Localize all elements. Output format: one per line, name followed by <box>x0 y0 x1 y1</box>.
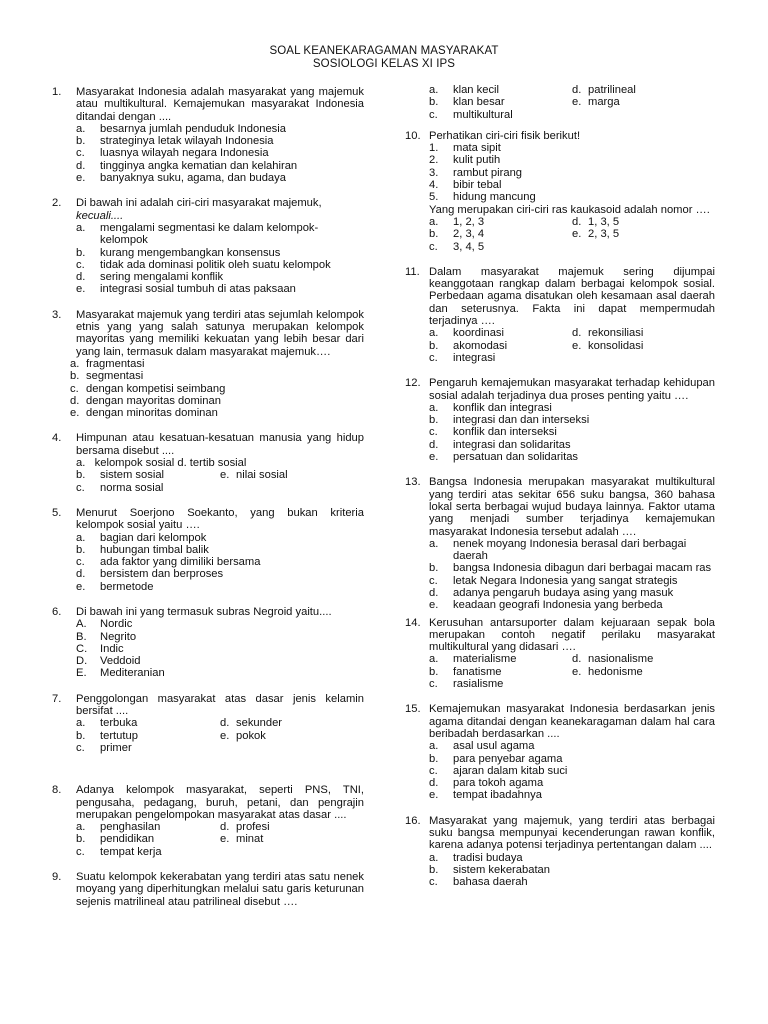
list-item: 5. hidung mancung <box>429 191 536 204</box>
answer-option: e. persatuan dan solidaritas <box>429 451 579 464</box>
answer-option-row: b. akomodasi e. konsolidasi <box>429 339 644 352</box>
answer-option: a. konflik dan integrasi <box>429 401 552 414</box>
answer-option: C. Indic <box>76 642 124 655</box>
answer-option-row: b. pendidikan e. minat <box>76 833 264 846</box>
question-number: 4. <box>52 432 62 445</box>
question-text: Dalam masyarakat majemuk sering dijumpai keanggotaan rangkap dalam berbagai kelompok sosial. Perbedaan agama disatukan oleh kesamaan asal daerah dan seterusnya. Fakta ini dapat mempermudah terjadinya …. <box>429 265 715 328</box>
answer-option-row: a. terbuka d. sekunder <box>76 717 283 730</box>
answer-option: a. asal usul agama <box>429 740 535 753</box>
page-header <box>0 45 768 70</box>
answer-options <box>429 740 715 801</box>
answer-option: c. letak Negara Indonesia yang sangat strategis <box>429 574 678 587</box>
answer-option: c. integrasi <box>429 351 496 364</box>
feature-list <box>429 142 715 253</box>
question-text: Di bawah ini yang termasuk subras Negroid yaitu.... <box>76 605 332 618</box>
answer-options <box>429 84 715 121</box>
question-3 <box>52 309 364 420</box>
answer-options <box>76 532 364 593</box>
answer-option: B. Negrito <box>76 630 137 643</box>
question-7 <box>52 693 364 754</box>
answer-option-row: b. tertutup e. pokok <box>76 729 266 742</box>
answer-option: b. bangsa Indonesia dibagun dari berbagai macam ras <box>429 562 712 575</box>
right-column <box>405 84 715 902</box>
question-number: 14. <box>405 616 421 629</box>
answer-option: c. primer <box>76 741 132 754</box>
question-text: Adanya kelompok masyarakat, seperti PNS, TNI, pengusaha, pedagang, buruh, petani, dan pengrajin merupakan pengelompokan masyarakat atas dasar .... <box>76 784 364 821</box>
document-subtitle: SOSIOLOGI KELAS XI IPS <box>312 57 456 70</box>
answer-option: b. segmentasi <box>70 370 144 383</box>
question-text: Di bawah ini adalah ciri-ciri masyarakat majemuk, kecuali.... <box>76 197 322 222</box>
question-text: Suatu kelompok kekerabatan yang terdiri atas satu nenek moyang yang diperhitungkan melalui satu garis keturunan sejenis matrilineal atau patrilineal disebut …. <box>76 871 364 908</box>
question-5 <box>52 507 364 593</box>
answer-option: e. dengan minoritas dominan <box>70 407 218 420</box>
question-number: 1. <box>52 86 62 98</box>
question-14 <box>405 617 715 691</box>
answer-option: a. tradisi budaya <box>429 851 523 864</box>
question-2 <box>52 197 364 295</box>
answer-options <box>76 717 364 754</box>
list-item: 2. kulit putih <box>429 154 501 167</box>
answer-option: d. tingginya angka kematian dan kelahiran <box>76 159 298 172</box>
question-text: Masyarakat majemuk yang terdiri atas sejumlah kelompok etnis yang yang salah satunya merupakan kelompok mayoritas yang memiliki kekuatan yang lebih besar dari yang lain, termasuk dalam masyarakat majemuk…. <box>76 308 364 358</box>
answer-option: a. kelompok sosial d. tertib sosial <box>76 457 247 470</box>
answer-option: c. konflik dan interseksi <box>429 426 557 439</box>
answer-option: a. besarnya jumlah penduduk Indonesia <box>76 122 286 135</box>
question-number: 16. <box>405 814 421 827</box>
answer-option: d. dengan mayoritas dominan <box>70 394 221 407</box>
question-number: 12. <box>405 377 421 390</box>
answer-options <box>76 222 364 296</box>
answer-option: e. tempat ibadahnya <box>429 789 542 802</box>
question-12 <box>405 377 715 463</box>
question-number: 10. <box>405 129 421 142</box>
answer-option: d. bersistem dan berproses <box>76 568 224 581</box>
answer-options <box>429 402 715 463</box>
answer-option-row: b. klan besar e. marga <box>429 96 620 109</box>
question-text: Kerusuhan antarsuporter dalam kejuaraan sepak bola merupakan contoh negatif perilaku masyarakat multikultural yang didasari …. <box>429 616 715 654</box>
answer-option: b. integrasi dan dan interseksi <box>429 414 590 427</box>
question-15 <box>405 703 715 801</box>
answer-option: b. kurang mengembangkan konsensus <box>76 246 281 259</box>
answer-option: b. sistem kekerabatan <box>429 863 551 876</box>
question-text: Pengaruh kemajemukan masyarakat terhadap kehidupan sosial adalah terjadinya dua proses penting yaitu …. <box>429 377 715 402</box>
question-number: 9. <box>52 871 62 884</box>
answer-option: D. Veddoid <box>76 655 141 668</box>
list-item: 4. bibir tebal <box>429 179 502 192</box>
list-item: 3. rambut pirang <box>429 166 523 179</box>
question-10 <box>405 130 715 253</box>
answer-option: c. luasnya wilayah negara Indonesia <box>76 147 269 160</box>
question-11 <box>405 266 715 364</box>
question-16 <box>405 815 715 889</box>
answer-option: b. para penyebar agama <box>429 752 563 765</box>
answer-option: e. banyaknya suku, agama, dan budaya <box>76 172 286 185</box>
question-8 <box>52 784 364 858</box>
answer-options <box>429 327 715 364</box>
answer-option: a. bagian dari kelompok <box>76 531 207 544</box>
answer-option: b. hubungan timbal balik <box>76 543 209 556</box>
answer-options <box>429 852 715 889</box>
question-number: 5. <box>52 506 62 519</box>
answer-option: e. integrasi sosial tumbuh di atas paksaan <box>76 283 296 296</box>
answer-option: E. Mediteranian <box>76 667 165 680</box>
question-number: 8. <box>52 784 62 797</box>
answer-option: c. ajaran dalam kitab suci <box>429 764 568 777</box>
answer-option: d. para tokoh agama <box>429 777 544 790</box>
answer-option: c. multikultural <box>429 108 513 121</box>
answer-option: a. nenek moyang Indonesia berasal dari berbagai daerah <box>429 537 687 563</box>
answer-option: c. dengan kompetisi seimbang <box>70 382 226 395</box>
answer-option: A. Nordic <box>76 618 133 631</box>
question-number: 15. <box>405 703 421 716</box>
answer-options <box>429 653 715 690</box>
answer-options <box>76 123 364 184</box>
answer-option-row: a. materialisme d. nasionalisme <box>429 653 654 666</box>
answer-option: c. tidak ada dominasi politik oleh suatu kelompok <box>76 258 331 271</box>
question-13 <box>405 476 715 611</box>
answer-option: c. rasialisme <box>429 678 504 691</box>
question-number: 13. <box>405 476 421 489</box>
answer-option: c. ada faktor yang dimiliki bersama <box>76 556 261 569</box>
document-title: SOAL KEANEKARAGAMAN MASYARAKAT <box>269 45 499 57</box>
answer-option-row: a. koordinasi d. rekonsiliasi <box>429 327 644 340</box>
question-number: 11. <box>405 265 420 278</box>
question-text: Menurut Soerjono Soekanto, yang bukan kriteria kelompok sosial yaitu …. <box>76 506 364 532</box>
answer-option: a. fragmentasi <box>70 357 145 370</box>
answer-option: d. integrasi dan solidaritas <box>429 438 571 451</box>
question-text: Masyarakat yang majemuk, yang terdiri atas berbagai suku bangsa mempunyai kecenderungan rawan konflik, karena adanya potensi terjadinya pertentangan dalam .... <box>429 814 715 852</box>
question-text: Himpunan atau kesatuan-kesatuan manusia yang hidup bersama disebut .... <box>76 432 364 457</box>
question-text: Bangsa Indonesia merupakan masyarakat multikultural yang terdiri atas sekitar 656 suku bangsa, 360 bahasa lokal serta berbagai wujud budaya lainnya. Faktor utama yang menjadi sumber terjadinya kemajemukan masyarakat Indonesia tersebut adalah …. <box>429 476 715 538</box>
question-prompt: Yang merupakan ciri-ciri ras kaukasoid adalah nomor …. <box>429 203 710 216</box>
answer-options <box>429 538 715 612</box>
answer-option: d. sering mengalami konflik <box>76 271 224 284</box>
question-number: 3. <box>52 308 62 321</box>
answer-option: c. 3, 4, 5 <box>429 240 485 253</box>
answer-option: c. tempat kerja <box>76 845 162 858</box>
question-1 <box>52 86 364 184</box>
list-item: 1. mata sipit <box>429 142 501 155</box>
answer-option-row: b. 2, 3, 4 e. 2, 3, 5 <box>429 228 620 241</box>
question-9 <box>52 871 364 908</box>
answer-option: c. norma sosial <box>76 481 164 494</box>
question-text: Masyarakat Indonesia adalah masyarakat yang majemuk atau multikultural. Kemajemukan masyarakat Indonesia ditandai dengan .... <box>76 86 364 123</box>
answer-option: e. keadaan geografi Indonesia yang berbeda <box>429 599 663 612</box>
answer-option: c. bahasa daerah <box>429 876 528 889</box>
question-text: Kemajemukan masyarakat Indonesia berdasarkan jenis agama ditandai dengan keanekaragaman dalam hal cara beribadah berdasarkan .... <box>429 703 715 740</box>
question-number: 2. <box>52 197 62 210</box>
question-9-options <box>405 84 715 121</box>
answer-option-row: a. 1, 2, 3 d. 1, 3, 5 <box>429 215 620 228</box>
answer-options <box>70 358 364 419</box>
question-text: Perhatikan ciri-ciri fisik berikut! <box>429 129 581 142</box>
answer-option-row: b. sistem sosial e. nilai sosial <box>76 469 288 482</box>
answer-option: d. adanya pengaruh budaya asing yang masuk <box>429 586 674 599</box>
question-emphasis: kecuali.... <box>76 209 124 222</box>
question-number: 6. <box>52 605 62 618</box>
answer-option: a. mengalami segmentasi ke dalam kelompok-kelompok <box>76 221 319 247</box>
answer-option: b. strateginya letak wilayah Indonesia <box>76 135 274 148</box>
question-number: 7. <box>52 692 62 705</box>
answer-option-row: a. klan kecil d. patrilineal <box>429 84 636 96</box>
answer-options <box>76 821 364 858</box>
left-column <box>52 86 364 921</box>
answer-option-row: a. penghasilan d. profesi <box>76 821 270 834</box>
question-text: Penggolongan masyarakat atas dasar jenis kelamin bersifat .... <box>76 692 364 718</box>
answer-options <box>76 457 364 494</box>
answer-option: e. bermetode <box>76 580 154 593</box>
question-6 <box>52 606 364 680</box>
question-4 <box>52 432 364 493</box>
answer-options <box>76 618 364 679</box>
answer-option-row: b. fanatisme e. hedonisme <box>429 665 643 678</box>
